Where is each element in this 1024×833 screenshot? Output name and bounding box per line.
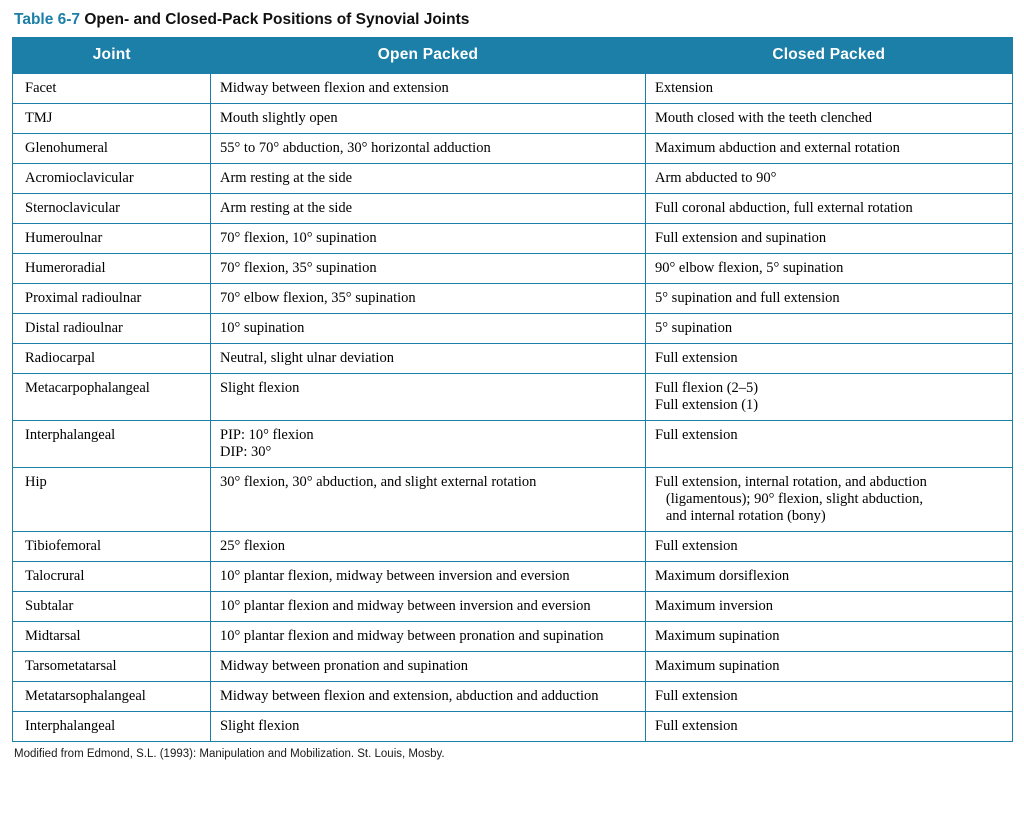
cell-line: Proximal radioulnar: [25, 290, 142, 306]
cell-line: Glenohumeral: [25, 140, 108, 156]
cell-line: Maximum inversion: [655, 598, 774, 614]
table-row: [13, 622, 1013, 652]
cell-line: Talocrural: [25, 568, 85, 584]
cell-line: Extension: [655, 80, 713, 96]
cell-line: 55° to 70° abduction, 30° horizontal adduction: [220, 140, 491, 156]
cell-joint: [13, 314, 211, 344]
cell-closed-packed: [646, 374, 1013, 421]
cell-open-packed: [211, 134, 646, 164]
cell-line: 70° flexion, 10° supination: [220, 230, 377, 246]
cell-open-packed: [211, 468, 646, 532]
cell-open-packed: [211, 344, 646, 374]
cell-open-packed: [211, 104, 646, 134]
cell-line: Radiocarpal: [25, 350, 96, 366]
cell-joint: [13, 652, 211, 682]
cell-line: Full extension: [655, 350, 738, 366]
table-caption-text: Open- and Closed-Pack Positions of Synovial Joints: [84, 11, 470, 28]
cell-line: Slight flexion: [220, 380, 300, 396]
cell-joint: [13, 592, 211, 622]
cell-closed-packed: [646, 468, 1013, 532]
cell-joint: [13, 104, 211, 134]
cell-closed-packed: [646, 532, 1013, 562]
cell-closed-packed: [646, 314, 1013, 344]
cell-line: PIP: 10° flexion: [220, 427, 314, 443]
cell-line: 10° plantar flexion and midway between inversion and eversion: [220, 598, 591, 614]
table-row: [13, 562, 1013, 592]
cell-closed-packed: [646, 194, 1013, 224]
table-header-row: [13, 38, 1013, 74]
cell-line: and internal rotation (bony): [655, 508, 826, 524]
column-header-closed-packed: Closed Packed: [646, 38, 1013, 74]
cell-closed-packed: [646, 592, 1013, 622]
column-header-open-packed: Open Packed: [211, 38, 646, 74]
cell-line: Maximum dorsiflexion: [655, 568, 790, 584]
table-row: [13, 284, 1013, 314]
cell-closed-packed: [646, 284, 1013, 314]
table-row: [13, 682, 1013, 712]
cell-line: Maximum supination: [655, 628, 780, 644]
cell-line: Maximum supination: [655, 658, 780, 674]
cell-closed-packed: [646, 682, 1013, 712]
cell-open-packed: [211, 712, 646, 742]
cell-open-packed: [211, 74, 646, 104]
cell-line: Midtarsal: [25, 628, 81, 644]
cell-line: Facet: [25, 80, 57, 96]
cell-open-packed: [211, 622, 646, 652]
cell-line: 70° flexion, 35° supination: [220, 260, 377, 276]
table-caption-number: Table 6-7: [14, 11, 81, 28]
table-row: [13, 194, 1013, 224]
table-row: [13, 421, 1013, 468]
cell-closed-packed: [646, 652, 1013, 682]
table-row: [13, 344, 1013, 374]
cell-line: 10° plantar flexion, midway between inversion and eversion: [220, 568, 570, 584]
table-caption: [14, 10, 1012, 30]
cell-line: Tarsometatarsal: [25, 658, 117, 674]
cell-open-packed: [211, 532, 646, 562]
cell-line: 90° elbow flexion, 5° supination: [655, 260, 844, 276]
cell-open-packed: [211, 254, 646, 284]
cell-closed-packed: [646, 562, 1013, 592]
cell-closed-packed: [646, 224, 1013, 254]
cell-closed-packed: [646, 74, 1013, 104]
cell-joint: [13, 164, 211, 194]
cell-line: Slight flexion: [220, 718, 300, 734]
cell-line: Midway between flexion and extension: [220, 80, 449, 96]
cell-line: Full extension: [655, 688, 738, 704]
cell-closed-packed: [646, 104, 1013, 134]
cell-line: Arm abducted to 90°: [655, 170, 777, 186]
table-row: [13, 592, 1013, 622]
cell-open-packed: [211, 194, 646, 224]
cell-line: Humeroulnar: [25, 230, 103, 246]
cell-open-packed: [211, 164, 646, 194]
cell-line: 70° elbow flexion, 35° supination: [220, 290, 416, 306]
cell-joint: [13, 194, 211, 224]
table-row: [13, 254, 1013, 284]
cell-line: Full extension: [655, 718, 738, 734]
cell-line: Hip: [25, 474, 47, 490]
table-body: [13, 74, 1013, 742]
cell-closed-packed: [646, 134, 1013, 164]
cell-open-packed: [211, 284, 646, 314]
cell-line: Mouth closed with the teeth clenched: [655, 110, 873, 126]
cell-line: Maximum abduction and external rotation: [655, 140, 900, 156]
cell-joint: [13, 374, 211, 421]
table-row: [13, 164, 1013, 194]
cell-open-packed: [211, 224, 646, 254]
source-note: Modified from Edmond, S.L. (1993): Manipulation and Mobilization. St. Louis, Mosby.: [14, 748, 445, 760]
cell-line: Subtalar: [25, 598, 74, 614]
table-row: [13, 224, 1013, 254]
cell-line: Sternoclavicular: [25, 200, 121, 216]
cell-line: Full extension: [655, 538, 738, 554]
cell-closed-packed: [646, 712, 1013, 742]
cell-line: Full extension, internal rotation, and abduction: [655, 474, 927, 490]
cell-joint: [13, 254, 211, 284]
cell-line: DIP: 30°: [220, 444, 272, 460]
cell-line: Full extension and supination: [655, 230, 827, 246]
cell-line: 5° supination: [655, 320, 733, 336]
cell-line: 25° flexion: [220, 538, 285, 554]
cell-line: Full extension: [655, 427, 738, 443]
cell-line: Acromioclavicular: [25, 170, 134, 186]
cell-open-packed: [211, 374, 646, 421]
cell-line: Mouth slightly open: [220, 110, 338, 126]
synovial-joints-table: [12, 37, 1013, 742]
table-row: [13, 468, 1013, 532]
cell-closed-packed: [646, 254, 1013, 284]
cell-open-packed: [211, 592, 646, 622]
table-row: [13, 134, 1013, 164]
cell-joint: [13, 224, 211, 254]
table-row: [13, 652, 1013, 682]
cell-line: Full coronal abduction, full external rotation: [655, 200, 913, 216]
cell-open-packed: [211, 314, 646, 344]
cell-line: Interphalangeal: [25, 718, 116, 734]
table-row: [13, 712, 1013, 742]
table-row: [13, 74, 1013, 104]
cell-open-packed: [211, 652, 646, 682]
cell-joint: [13, 74, 211, 104]
cell-line: Full extension (1): [655, 397, 759, 413]
cell-joint: [13, 468, 211, 532]
cell-line: Neutral, slight ulnar deviation: [220, 350, 394, 366]
cell-closed-packed: [646, 622, 1013, 652]
cell-joint: [13, 682, 211, 712]
cell-line: Arm resting at the side: [220, 170, 353, 186]
table-row: [13, 314, 1013, 344]
cell-line: Midway between flexion and extension, abduction and adduction: [220, 688, 599, 704]
cell-line: 5° supination and full extension: [655, 290, 840, 306]
cell-joint: [13, 532, 211, 562]
cell-closed-packed: [646, 421, 1013, 468]
cell-line: Full flexion (2–5): [655, 380, 759, 396]
cell-line: (ligamentous); 90° flexion, slight abduction,: [655, 491, 923, 507]
cell-line: Interphalangeal: [25, 427, 116, 443]
cell-joint: [13, 712, 211, 742]
cell-line: Arm resting at the side: [220, 200, 353, 216]
cell-joint: [13, 421, 211, 468]
cell-line: Distal radioulnar: [25, 320, 123, 336]
cell-closed-packed: [646, 344, 1013, 374]
table-header: [13, 38, 1013, 74]
cell-joint: [13, 284, 211, 314]
cell-line: Metatarsophalangeal: [25, 688, 146, 704]
cell-line: Tibiofemoral: [25, 538, 101, 554]
column-header-joint: Joint: [13, 38, 211, 74]
cell-closed-packed: [646, 164, 1013, 194]
cell-line: TMJ: [25, 110, 53, 126]
table-row: [13, 104, 1013, 134]
cell-open-packed: [211, 682, 646, 712]
cell-open-packed: [211, 421, 646, 468]
cell-line: Humeroradial: [25, 260, 106, 276]
cell-line: Midway between pronation and supination: [220, 658, 469, 674]
cell-joint: [13, 344, 211, 374]
cell-joint: [13, 134, 211, 164]
cell-line: 10° plantar flexion and midway between pronation and supination: [220, 628, 604, 644]
table-row: [13, 374, 1013, 421]
table-row: [13, 532, 1013, 562]
cell-line: 10° supination: [220, 320, 305, 336]
cell-joint: [13, 562, 211, 592]
cell-line: Metacarpophalangeal: [25, 380, 150, 396]
cell-line: 30° flexion, 30° abduction, and slight external rotation: [220, 474, 537, 490]
cell-open-packed: [211, 562, 646, 592]
cell-joint: [13, 622, 211, 652]
